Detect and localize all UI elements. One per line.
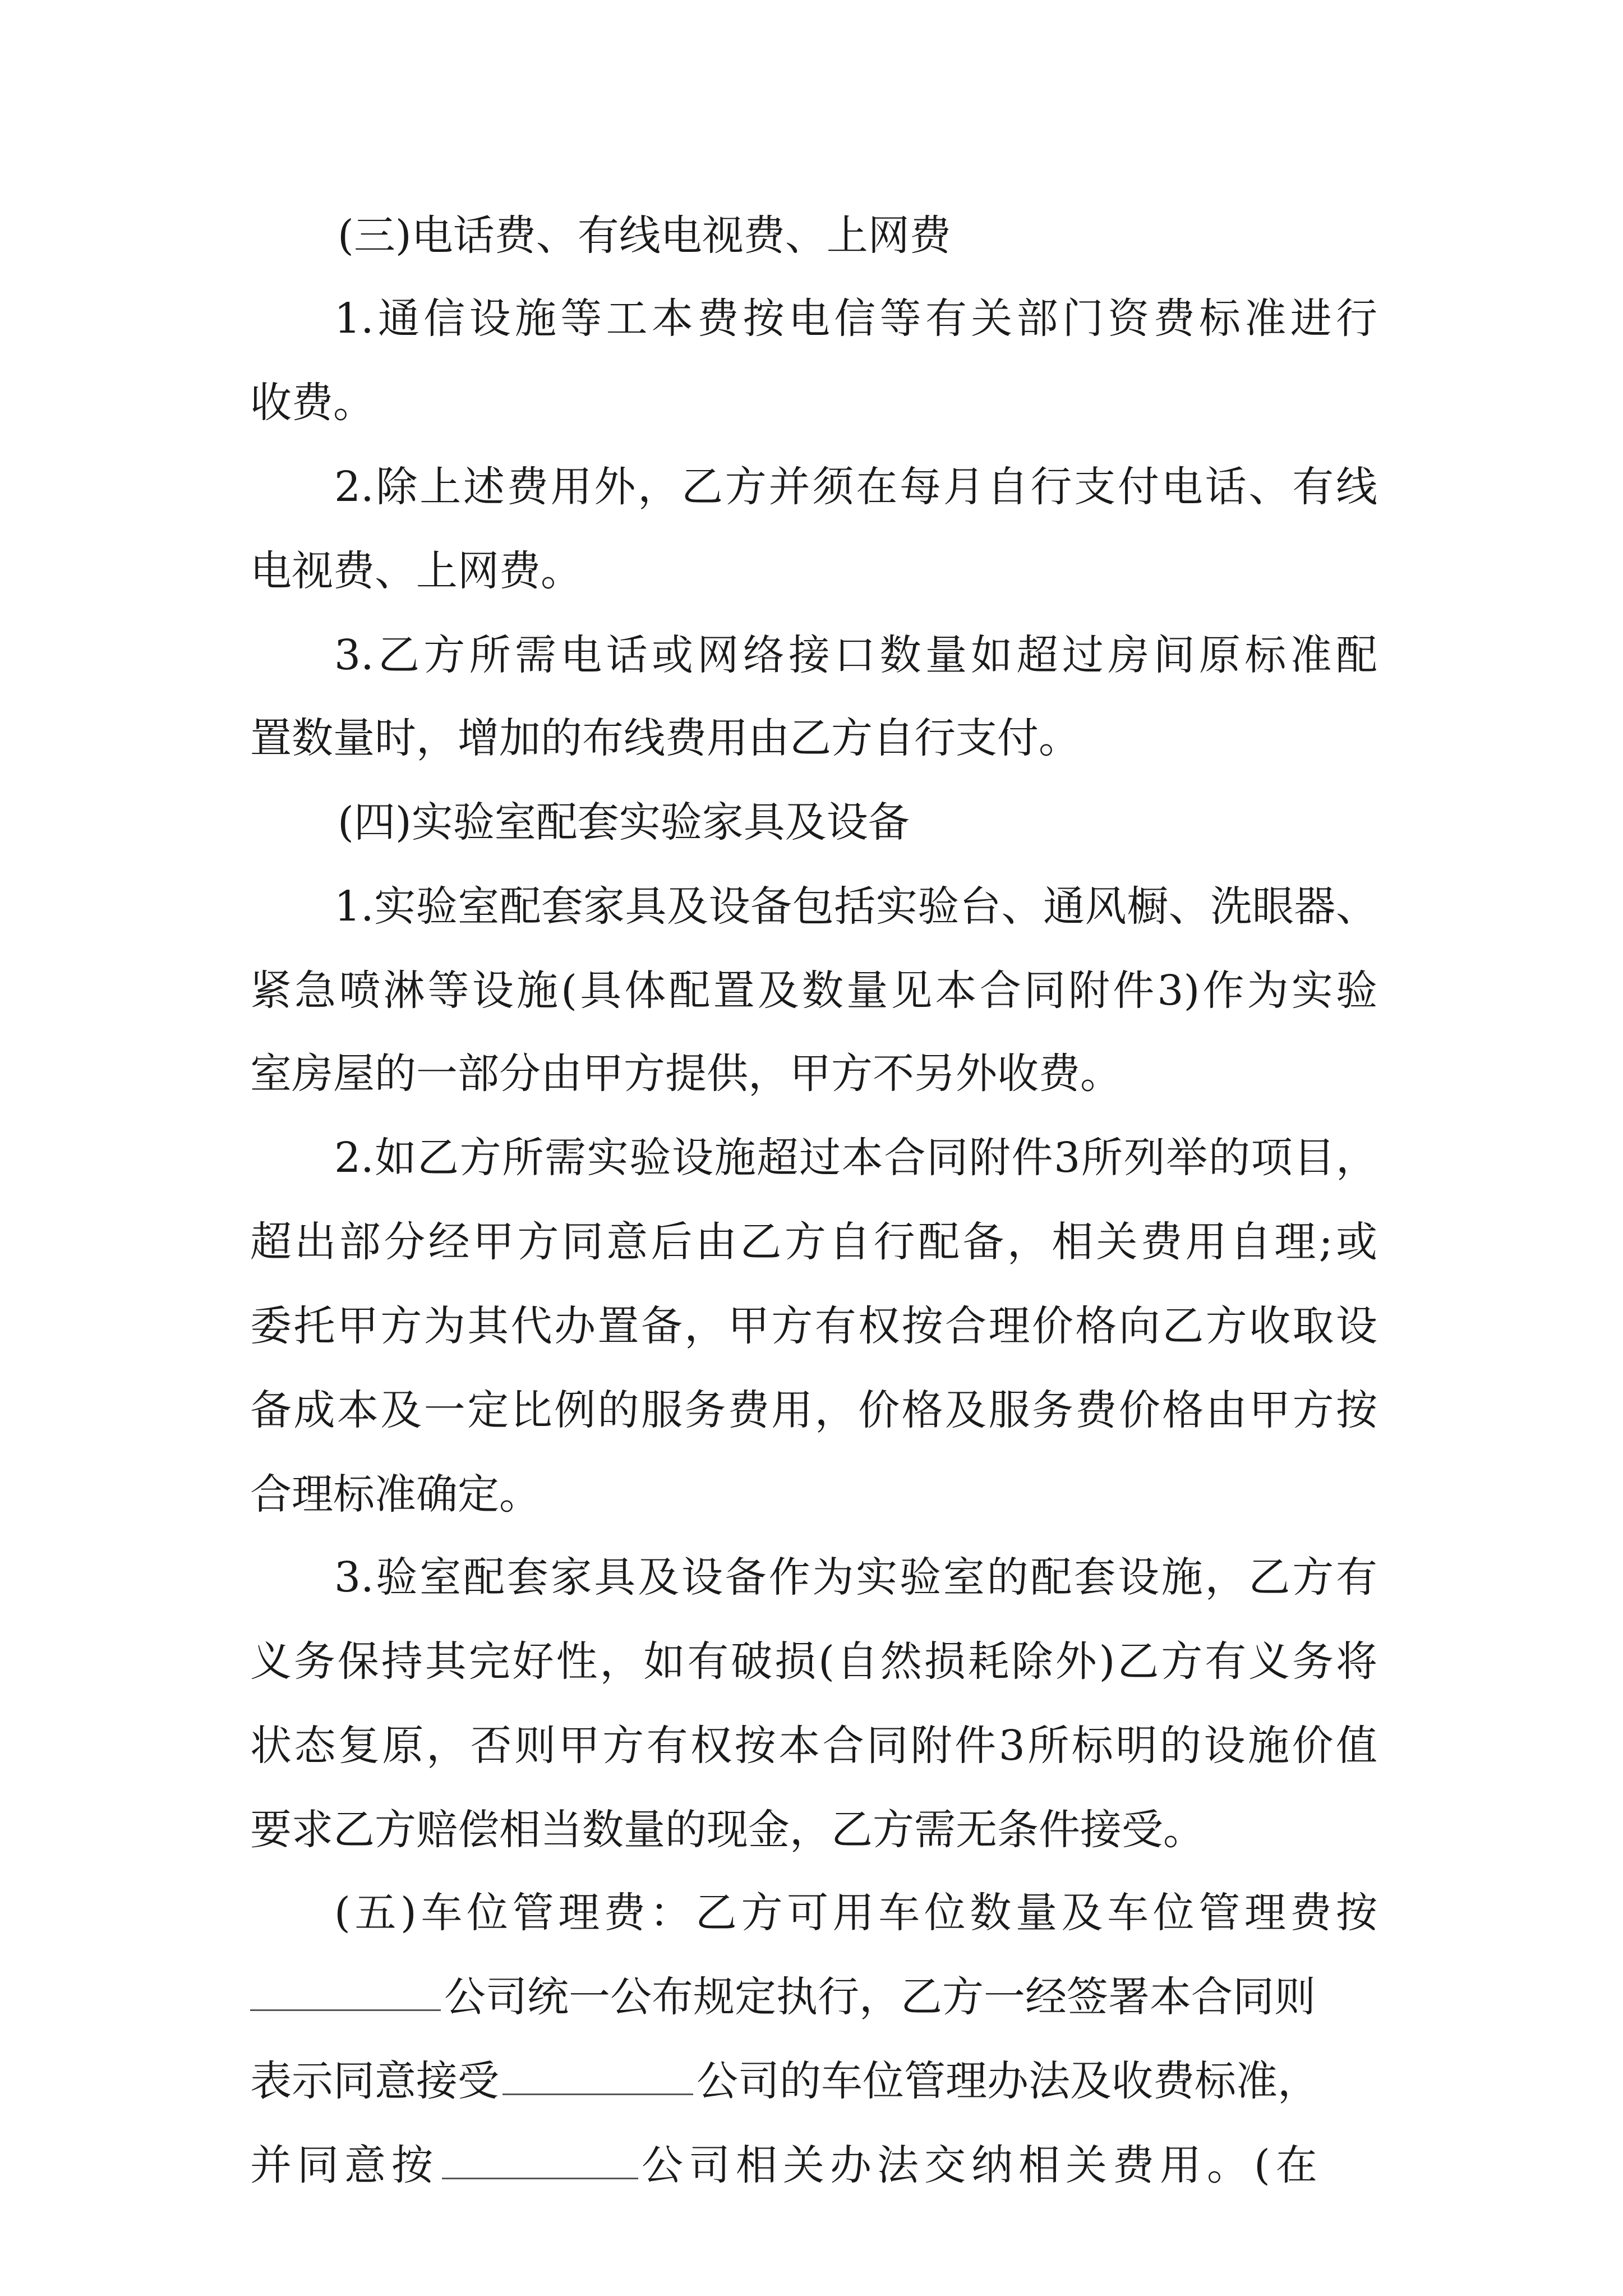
- paragraph-text: 3.验室配套家具及设备作为实验室的配套设施，乙方有: [334, 1553, 1377, 1602]
- paragraph-line: 状态复原，否则甲方有权按本合同附件3所标明的设施价值: [250, 1722, 1377, 1770]
- paragraph-line: 收费。: [250, 379, 375, 427]
- paragraph-line: 委托甲方为其代办置备，甲方有权按合理价格向乙方收取设: [250, 1302, 1377, 1350]
- fill-in-blank[interactable]: [250, 1971, 441, 2011]
- paragraph-line: 室房屋的一部分由甲方提供，甲方不另外收费。: [250, 1050, 1122, 1098]
- paragraph-text: 1.通信设施等工本费按电信等有关部门资费标准进行: [334, 295, 1377, 343]
- paragraph-line: [334, 1124, 1377, 1191]
- paragraph-text: 1.实验室配套家具及设备包括实验台、通风橱、洗眼器、: [334, 882, 1377, 931]
- paragraph-line: 要求乙方赔偿相当数量的现金，乙方需无条件接受。: [250, 1806, 1205, 1854]
- paragraph-line: 置数量时，增加的布线费用由乙方自行支付。: [250, 714, 1080, 762]
- paragraph-line: [250, 2132, 1377, 2199]
- paragraph-text: 3.乙方所需电话或网络接口数量如超过房间原标准配: [334, 631, 1377, 679]
- paragraph-line: [250, 2047, 1377, 2115]
- paragraph-line: 紧急喷淋等设施(具体配置及数量见本合同附件3)作为实验: [250, 967, 1377, 1015]
- fill-in-blank[interactable]: [442, 2139, 638, 2179]
- fill-in-blank[interactable]: [502, 2055, 693, 2095]
- paragraph-line: 义务保持其完好性，如有破损(自然损耗除外)乙方有义务将: [250, 1637, 1377, 1686]
- paragraph-line: 合理标准确定。: [250, 1470, 541, 1519]
- paragraph-text: 2.如乙方所需实验设施超过本合同附件3所列举的项目，: [334, 1134, 1377, 1182]
- paragraph-text: (五)车位管理费：乙方可用车位数量及车位管理费按: [334, 1889, 1377, 1937]
- paragraph-line: 超出部分经甲方同意后由乙方自行配备，相关费用自理;或: [250, 1218, 1377, 1266]
- paragraph-line: 备成本及一定比例的服务费用，价格及服务费价格由甲方按: [250, 1386, 1377, 1434]
- paragraph-line: [250, 1963, 1377, 2031]
- section-heading-3: (三)电话费、有线电视费、上网费: [338, 211, 951, 260]
- paragraph-text: 表示同意接受: [250, 2057, 499, 2105]
- paragraph-text: 公司统一公布规定执行，乙方一经签署本合同则: [444, 1973, 1316, 2021]
- paragraph-line: 电视费、上网费。: [250, 547, 582, 595]
- paragraph-line: [334, 1544, 1377, 1611]
- paragraph-line: [334, 453, 1377, 521]
- paragraph-text: 公司的车位管理办法及收费标准，: [697, 2057, 1319, 2105]
- paragraph-line: [334, 285, 1377, 352]
- section-heading-4: (四)实验室配套实验家具及设备: [338, 798, 910, 846]
- paragraph-text: 公司相关办法交纳相关费用。(在: [642, 2141, 1323, 2189]
- paragraph-line: [334, 873, 1377, 940]
- paragraph-line: [334, 622, 1377, 689]
- paragraph-line: [334, 1879, 1377, 1947]
- paragraph-text: 并同意按: [250, 2141, 439, 2189]
- paragraph-text: 2.除上述费用外，乙方并须在每月自行支付电话、有线: [334, 463, 1377, 511]
